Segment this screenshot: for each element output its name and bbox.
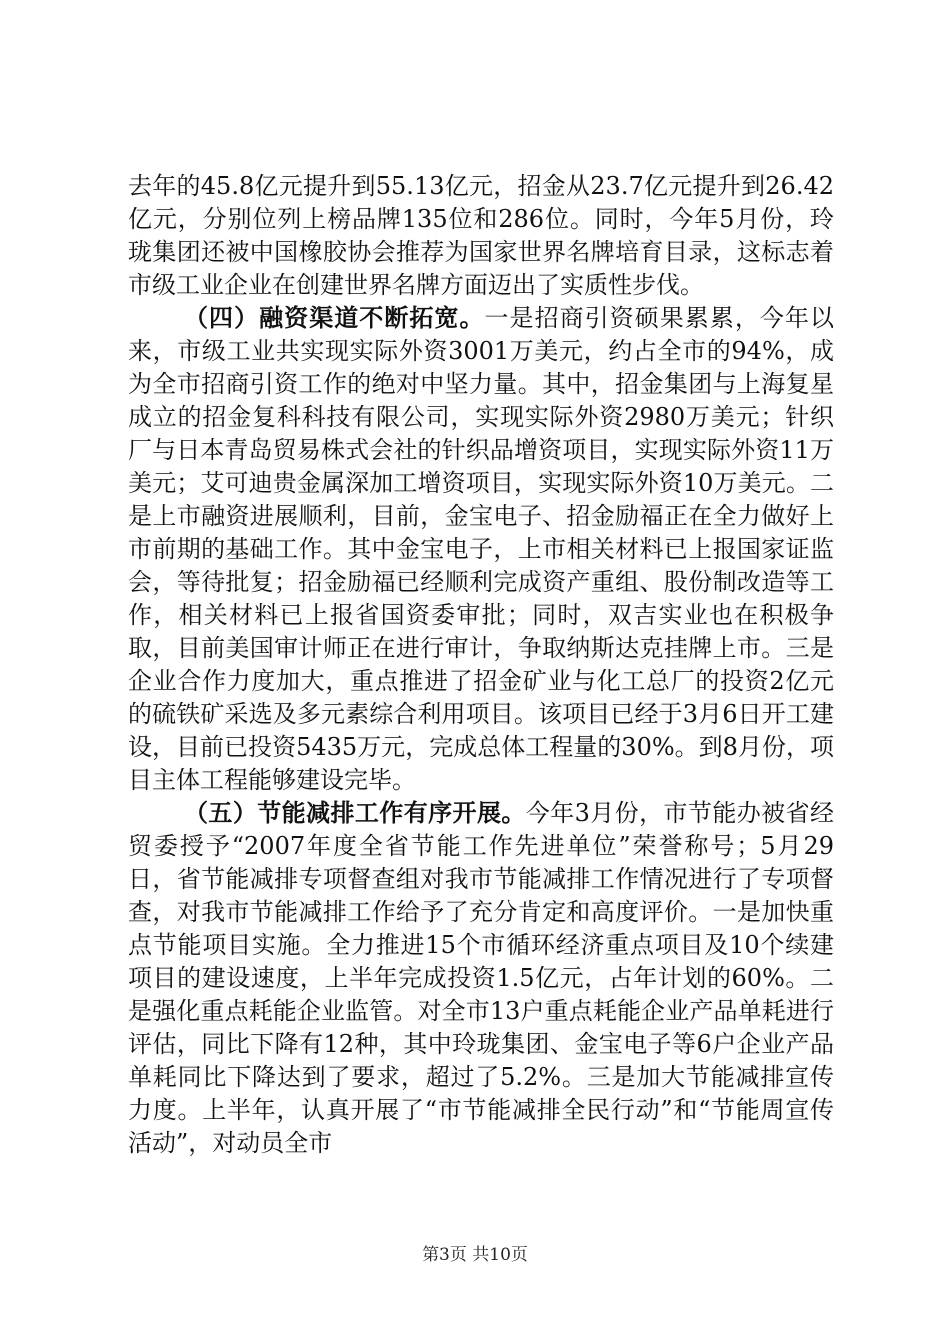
section-heading-energy-saving: （五）节能减排工作有序开展。	[184, 799, 526, 827]
paragraph-energy-saving	[128, 797, 834, 1160]
paragraph-continuation	[128, 170, 834, 302]
page-footer	[0, 1245, 950, 1265]
paragraph-text: 一是招商引资硕果累累，今年以来，市级工业共实现实际外资3001万美元，约占全市的94%，成为全市招商引资工作的绝对中坚力量。其中，招金集团与上海复星成立的招金复科科技有限公司，实现实际外资2980万美元；针织厂与日本青岛贸易株式会社的针织品增资项目，实现实际外资11万美元；艾可迪贵金属深加工增资项目，实现实际外资10万美元。二是上市融资进展顺利，目前，金宝电子、招金励福正在全力做好上市前期的基础工作。其中金宝电子，上市相关材料已上报国家证监会，等待批复；招金励福已经顺利完成资产重组、股份制改造等工作，相关材料已上报省国资委审批；同时，双吉实业也在积极争取，目前美国审计师正在进行审计，争取纳斯达克挂牌上市。三是企业合作力度加大，重点推进了招金矿业与化工总厂的投资2亿元的硫铁矿采选及多元素综合利用项目。该项目已经于3月6日开工建设，目前已投资5435万元，完成总体工程量的30%。到8月份，项目主体工程能够建设完毕。	[128, 304, 835, 794]
paragraph-text: 去年的45.8亿元提升到55.13亿元，招金从23.7亿元提升到26.42亿元，分别位列上榜品牌135位和286位。同时，今年5月份，玲珑集团还被中国橡胶协会推荐为国家世界名牌培育目录，这标志着市级工业企业在创建世界名牌方面迈出了实质性步伐。	[128, 172, 834, 299]
paragraph-text: 今年3月份，市节能办被省经贸委授予“2007年度全省节能工作先进单位”荣誉称号；5月29日，省节能减排专项督查组对我市节能减排工作情况进行了专项督查，对我市节能减排工作给予了充分肯定和高度评价。一是加快重点节能项目实施。全力推进15个市循环经济重点项目及10个续建项目的建设速度，上半年完成投资1.5亿元，占年计划的60%。二是强化重点耗能企业监管。对全市13户重点耗能企业产品单耗进行评估，同比下降有12种，其中玲珑集团、金宝电子等6户企业产品单耗同比下降达到了要求，超过了5.2%。三是加大节能减排宣传力度。上半年，认真开展了“市节能减排全民行动”和“节能周宣传活动”，对动员全市	[128, 799, 834, 1157]
document-body	[128, 170, 834, 1160]
page-number-label: 第3页 共10页	[422, 1245, 528, 1265]
section-heading-financing: （四）融资渠道不断拓宽。	[184, 304, 485, 332]
paragraph-financing	[128, 302, 834, 797]
